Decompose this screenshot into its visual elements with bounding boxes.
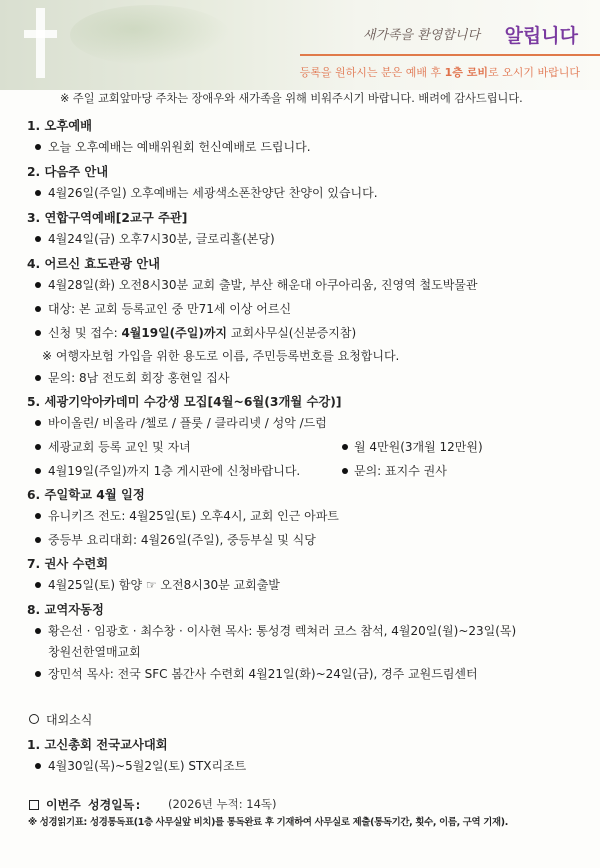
list-item: 문의: 표지수 권사 — [354, 464, 447, 478]
bullet — [35, 282, 41, 288]
list-item: 바이올린/ 비올라 /첼로 / 플룻 / 클라리넷 / 성악 /드럼 — [48, 416, 327, 430]
newcomer-notice — [300, 64, 580, 80]
header-banner — [0, 0, 600, 90]
list-item: 4월30일(목)~5월2일(토) STX리조트 — [48, 759, 247, 773]
bullet — [35, 144, 41, 150]
bullet — [35, 671, 41, 677]
section-title: 1. 고신총회 전국교사대회 — [27, 738, 168, 752]
section-title: 4. 어르신 효도관광 안내 — [27, 257, 160, 271]
bullet — [35, 513, 41, 519]
bible-count: (2026년 누적: 14독) — [168, 797, 277, 811]
external-heading: 대외소식 — [46, 713, 93, 727]
bullet — [35, 763, 41, 769]
cross-icon-bar — [24, 30, 57, 38]
apply-place: 교회사무실(신분증지참) — [227, 326, 357, 340]
bullet — [342, 468, 348, 474]
list-item: 4월28일(화) 오전8시30분 교회 출발, 부산 해운대 아쿠아리움, 진영역 철도박물관 — [48, 278, 478, 292]
parking-notice: ※ 주일 교회앞마당 주차는 장애우와 새가족을 위해 비워주시기 바랍니다. 배려에 감사드립니다. — [60, 92, 523, 105]
banner-divider — [300, 54, 600, 56]
list-item — [48, 324, 356, 341]
list-item-continuation: 창원선한열매교회 — [48, 645, 141, 659]
bullet — [35, 537, 41, 543]
section-title: 8. 교역자동정 — [27, 603, 104, 617]
bullet — [35, 444, 41, 450]
section-title: 3. 연합구역예배[2교구 주관] — [27, 211, 188, 225]
newcomer-text-end: 로 오시기 바랍니다 — [487, 66, 580, 79]
list-item: 4월24일(금) 오후7시30분, 글로리홀(본당) — [48, 232, 275, 246]
bullet — [35, 375, 41, 381]
leaf-decoration — [70, 5, 230, 65]
bullet — [35, 190, 41, 196]
welcome-text: 새가족을 환영합니다 — [362, 28, 480, 43]
list-item: 장민석 목사: 전국 SFC 봄간사 수련회 4월21일(화)~24일(금), 경주 교원드림센터 — [48, 667, 478, 681]
bullet — [35, 330, 41, 336]
section-title: 1. 오후예배 — [27, 119, 93, 133]
list-item: 중등부 요리대회: 4월26일(주일), 중등부실 및 식당 — [48, 533, 316, 547]
list-item: 유니키즈 전도: 4월25일(토) 오후4시, 교회 인근 아파트 — [48, 509, 339, 523]
insurance-note: ※ 여행자보험 가입을 위한 용도로 이름, 주민등록번호를 요청합니다. — [42, 349, 400, 363]
apply-deadline: 4월19일(주일)까지 — [121, 326, 228, 340]
section-title: 6. 주일학교 4월 일정 — [27, 488, 145, 502]
list-item: 오늘 오후예배는 예배위원회 헌신예배로 드립니다. — [48, 140, 311, 154]
circle-icon — [29, 714, 39, 724]
bullet — [35, 420, 41, 426]
section-title: 2. 다음주 안내 — [27, 165, 109, 179]
bullet — [35, 582, 41, 588]
list-item: 4월25일(토) 함양 ☞ 오전8시30분 교회출발 — [48, 578, 280, 592]
cross-icon — [36, 8, 45, 78]
bullet — [35, 306, 41, 312]
list-item: 4월19일(주일)까지 1층 게시판에 신청바랍니다. — [48, 464, 301, 478]
list-item: 문의: 8남 전도회 회장 홍현일 집사 — [48, 371, 230, 385]
bullet — [35, 628, 41, 634]
section-title: 7. 권사 수련회 — [27, 557, 109, 571]
list-item: 월 4만원(3개월 12만원) — [354, 440, 483, 454]
section-title: 5. 세광기악아카데미 수강생 모집[4월~6월(3개월 수강)] — [27, 395, 342, 409]
bullet — [35, 236, 41, 242]
bullet — [342, 444, 348, 450]
bullet — [35, 468, 41, 474]
page-title: 알립니다 — [504, 25, 578, 47]
newcomer-text: 등록을 원하시는 분은 예배 후 — [299, 66, 445, 79]
list-item: 황은선 · 임광호 · 최수창 · 이사현 목사: 통성경 렉쳐러 코스 참석, 4월20일(월)~23일(목) — [48, 624, 517, 638]
bible-note: ※ 성경읽기표: 성경통독표(1층 사무실앞 비치)를 통독완료 후 기재하여 사무실로 제출(통독기간, 횟수, 이름, 구역 기재). — [28, 817, 509, 828]
list-item: 4월26일(주일) 오후예배는 세광색소폰찬양단 찬양이 있습니다. — [48, 186, 378, 200]
checkbox-icon — [29, 800, 39, 810]
bible-label: 이번주 성경일독: — [46, 798, 142, 812]
list-item: 대상: 본 교회 등록교인 중 만71세 이상 어르신 — [48, 302, 292, 316]
newcomer-location: 1층 로비 — [444, 66, 488, 79]
list-item: 세광교회 등록 교인 및 자녀 — [48, 440, 191, 454]
apply-label: 신청 및 접수: — [48, 326, 122, 340]
